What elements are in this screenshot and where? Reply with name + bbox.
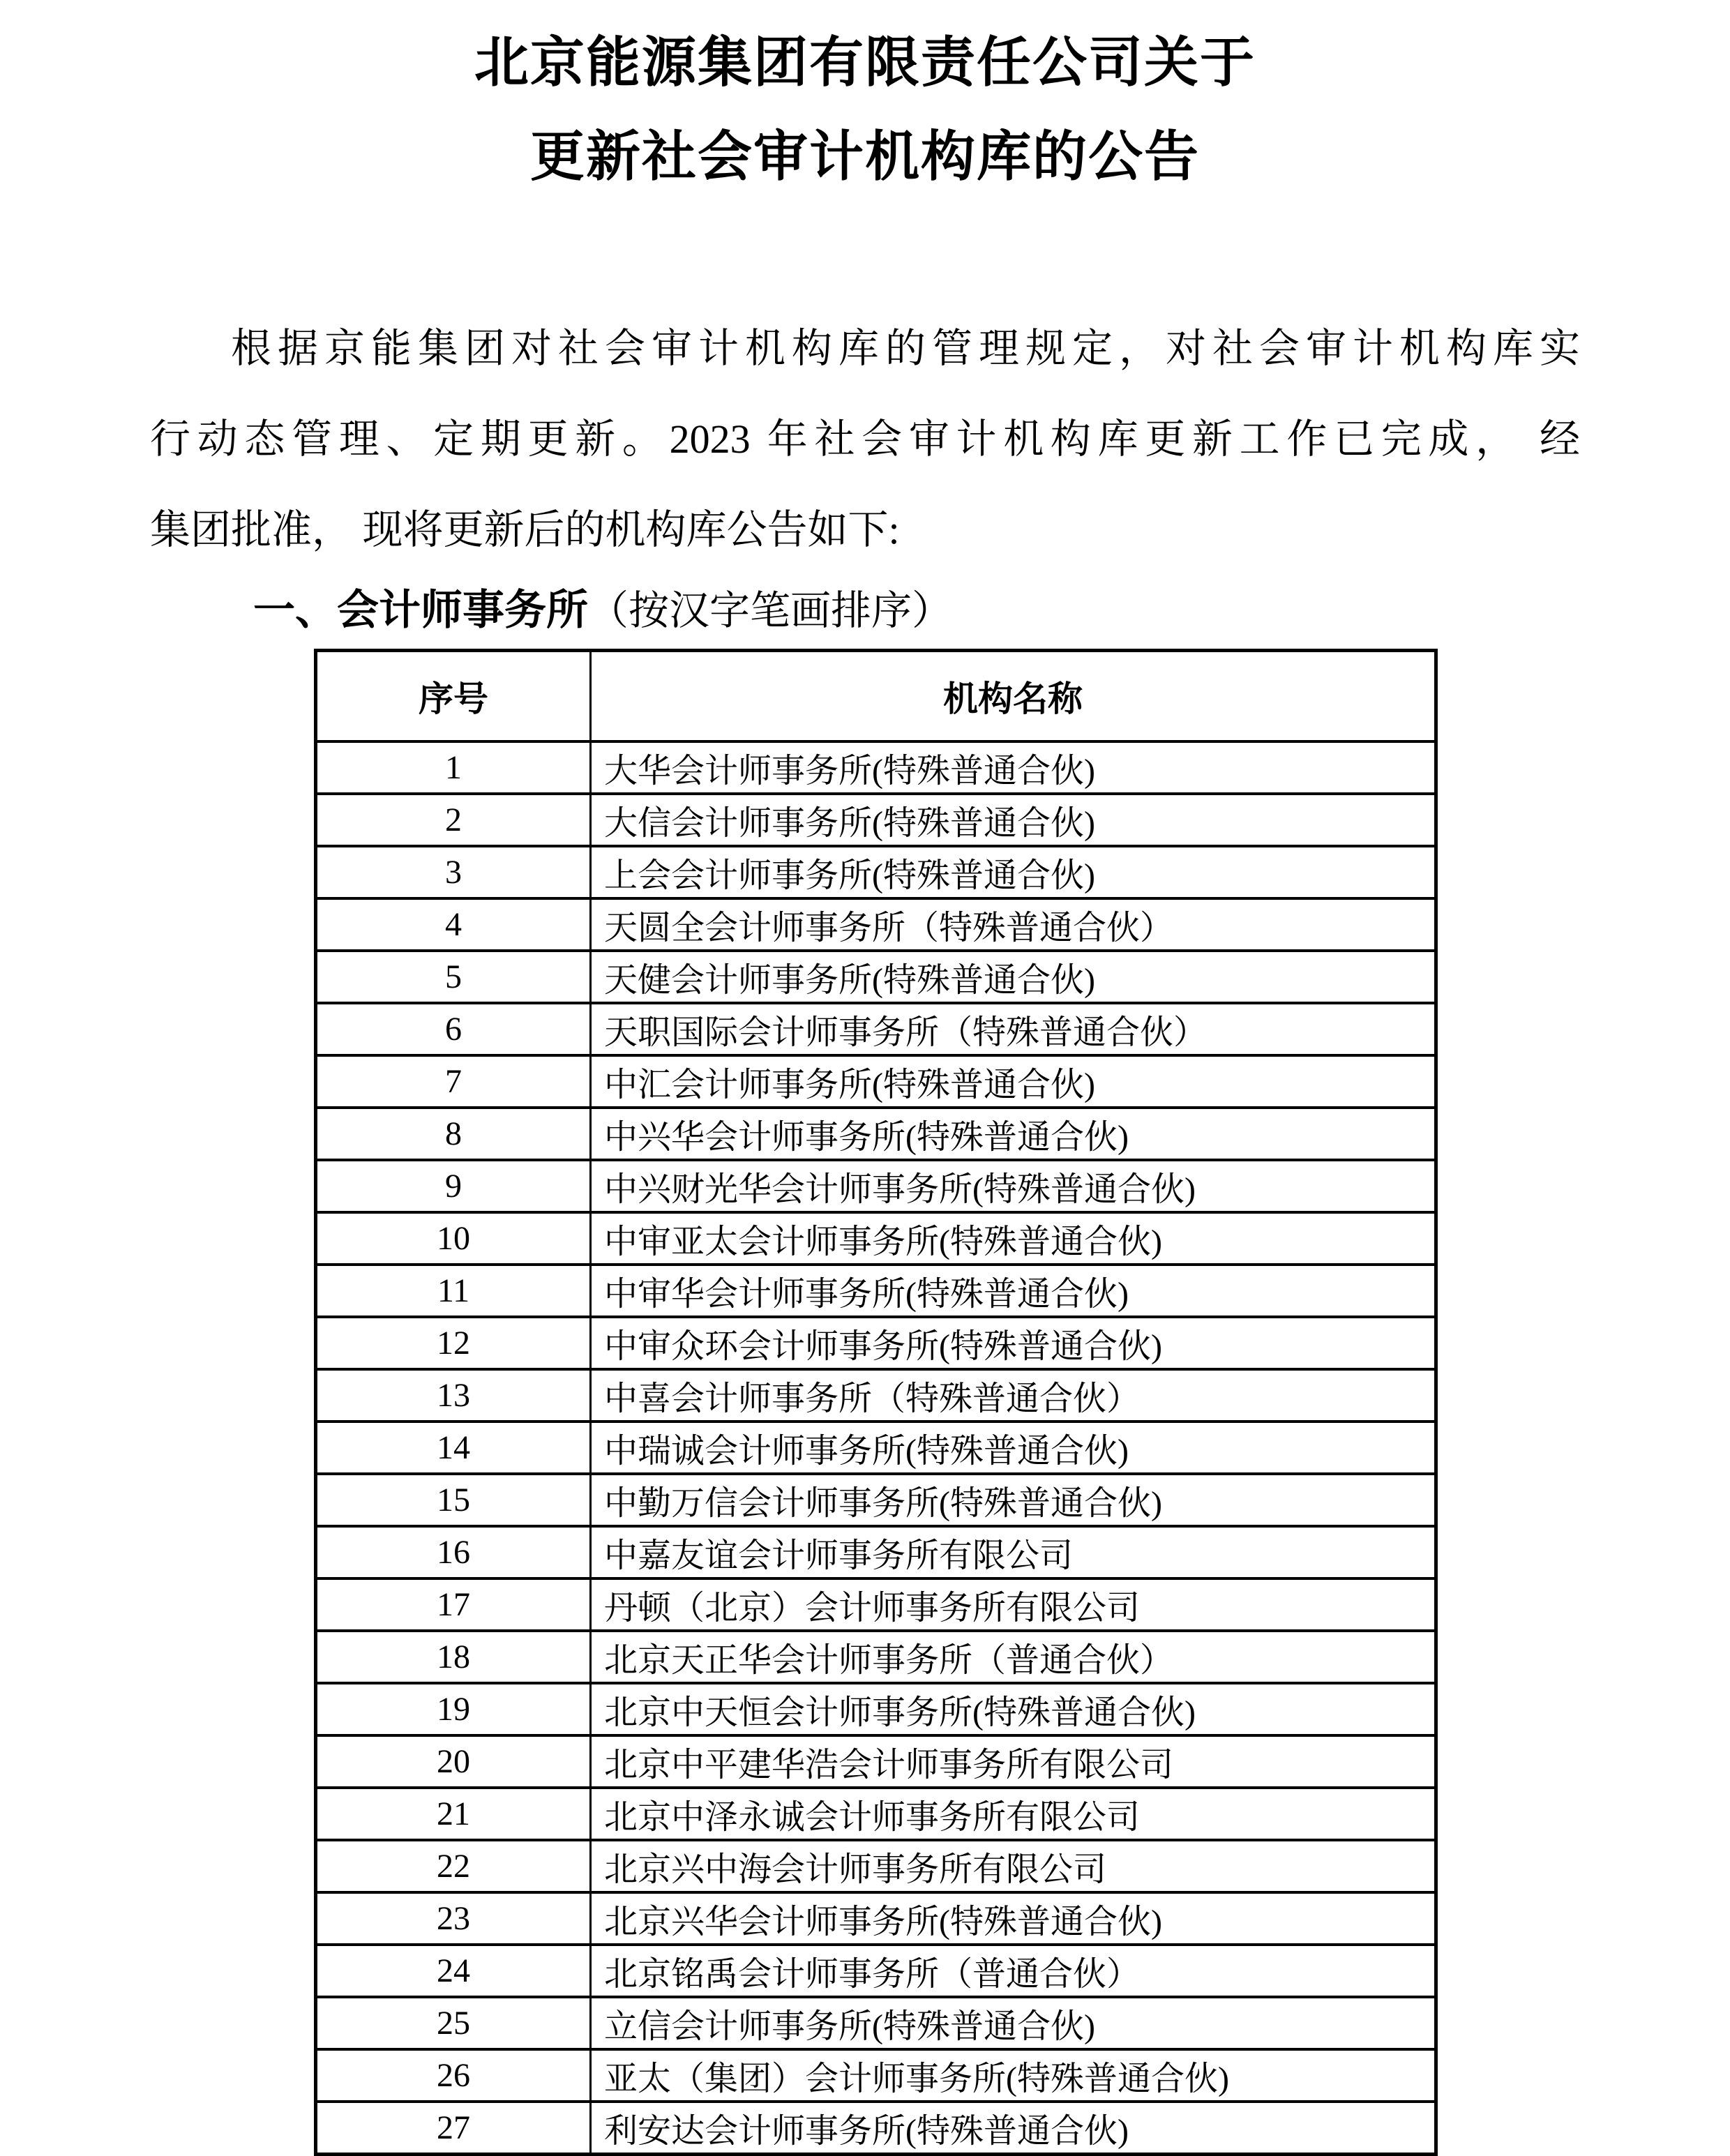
table-row bbox=[316, 1212, 1436, 1265]
table-row bbox=[316, 1735, 1436, 1788]
column-header-name: 机构名称 bbox=[591, 651, 1436, 742]
row-name: 北京兴华会计师事务所(特殊普通合伙) bbox=[591, 1892, 1436, 1945]
section-heading bbox=[253, 582, 1730, 639]
row-no: 7 bbox=[316, 1055, 591, 1108]
row-no: 26 bbox=[316, 2049, 591, 2102]
row-no: 25 bbox=[316, 1997, 591, 2049]
row-name: 丹顿（北京）会计师事务所有限公司 bbox=[591, 1578, 1436, 1631]
table-row bbox=[316, 1422, 1436, 1474]
institution-table-head bbox=[316, 651, 1436, 742]
header-row bbox=[316, 651, 1436, 742]
row-no: 8 bbox=[316, 1108, 591, 1160]
row-name: 北京中泽永诚会计师事务所有限公司 bbox=[591, 1788, 1436, 1840]
table-row bbox=[316, 951, 1436, 1003]
table-row bbox=[316, 1474, 1436, 1526]
row-no: 14 bbox=[316, 1422, 591, 1474]
intro-paragraph-line-3: 集团批准， 现将更新后的机构库公告如下: bbox=[150, 507, 900, 552]
document-title-line-1: 北京能源集团有限责任公司关于 bbox=[474, 32, 1256, 93]
row-no: 20 bbox=[316, 1735, 591, 1788]
table-row bbox=[316, 1108, 1436, 1160]
table-row bbox=[316, 1003, 1436, 1055]
row-name: 中瑞诚会计师事务所(特殊普通合伙) bbox=[591, 1422, 1436, 1474]
row-name: 大华会计师事务所(特殊普通合伙) bbox=[591, 741, 1436, 794]
table-row bbox=[316, 1840, 1436, 1892]
intro-paragraph-line-1: 根据京能集团对社会审计机构库的管理规定，对社会审计机构库实 bbox=[231, 326, 1580, 371]
table-row bbox=[316, 1526, 1436, 1578]
row-no: 23 bbox=[316, 1892, 591, 1945]
table-row bbox=[316, 1055, 1436, 1108]
table-row bbox=[316, 2049, 1436, 2102]
section-heading-title: 一、会计师事务所 bbox=[253, 587, 588, 633]
table-row bbox=[316, 1369, 1436, 1422]
row-name: 中勤万信会计师事务所(特殊普通合伙) bbox=[591, 1474, 1436, 1526]
row-name: 中审众环会计师事务所(特殊普通合伙) bbox=[591, 1317, 1436, 1369]
row-name: 亚太（集团）会计师事务所(特殊普通合伙) bbox=[591, 2049, 1436, 2102]
row-name: 中审亚太会计师事务所(特殊普通合伙) bbox=[591, 1212, 1436, 1265]
row-name: 利安达会计师事务所(特殊普通合伙) bbox=[591, 2102, 1436, 2155]
table-row bbox=[316, 1788, 1436, 1840]
row-name: 上会会计师事务所(特殊普通合伙) bbox=[591, 846, 1436, 898]
row-no: 5 bbox=[316, 951, 591, 1003]
table-row bbox=[316, 1683, 1436, 1735]
row-name: 北京天正华会计师事务所（普通合伙） bbox=[591, 1631, 1436, 1683]
row-no: 22 bbox=[316, 1840, 591, 1892]
row-name: 天圆全会计师事务所（特殊普通合伙） bbox=[591, 898, 1436, 951]
table-row bbox=[316, 1892, 1436, 1945]
row-no: 17 bbox=[316, 1578, 591, 1631]
row-name: 北京兴中海会计师事务所有限公司 bbox=[591, 1840, 1436, 1892]
section-heading-note: （按汉字笔画排序） bbox=[588, 588, 953, 633]
row-no: 10 bbox=[316, 1212, 591, 1265]
row-name: 中喜会计师事务所（特殊普通合伙） bbox=[591, 1369, 1436, 1422]
row-no: 15 bbox=[316, 1474, 591, 1526]
document-title-line-2: 更新社会审计机构库的公告 bbox=[529, 126, 1200, 187]
row-no: 2 bbox=[316, 794, 591, 846]
row-no: 13 bbox=[316, 1369, 591, 1422]
document-title bbox=[0, 0, 1730, 204]
table-row bbox=[316, 846, 1436, 898]
row-no: 18 bbox=[316, 1631, 591, 1683]
intro-paragraph bbox=[150, 303, 1580, 575]
row-name: 北京中天恒会计师事务所(特殊普通合伙) bbox=[591, 1683, 1436, 1735]
row-no: 16 bbox=[316, 1526, 591, 1578]
row-name: 中嘉友谊会计师事务所有限公司 bbox=[591, 1526, 1436, 1578]
row-name: 中兴华会计师事务所(特殊普通合伙) bbox=[591, 1108, 1436, 1160]
row-name: 北京中平建华浩会计师事务所有限公司 bbox=[591, 1735, 1436, 1788]
table-row bbox=[316, 741, 1436, 794]
row-name: 中审华会计师事务所(特殊普通合伙) bbox=[591, 1265, 1436, 1317]
row-name: 大信会计师事务所(特殊普通合伙) bbox=[591, 794, 1436, 846]
table-row bbox=[316, 1160, 1436, 1212]
row-name: 天职国际会计师事务所（特殊普通合伙） bbox=[591, 1003, 1436, 1055]
table-row bbox=[316, 1265, 1436, 1317]
row-no: 4 bbox=[316, 898, 591, 951]
row-no: 11 bbox=[316, 1265, 591, 1317]
table-row bbox=[316, 1631, 1436, 1683]
row-no: 21 bbox=[316, 1788, 591, 1840]
table-row bbox=[316, 898, 1436, 951]
table-row bbox=[316, 1945, 1436, 1997]
institution-table bbox=[314, 649, 1438, 2156]
row-name: 中汇会计师事务所(特殊普通合伙) bbox=[591, 1055, 1436, 1108]
institution-table-body bbox=[316, 741, 1436, 2155]
row-no: 12 bbox=[316, 1317, 591, 1369]
row-no: 6 bbox=[316, 1003, 591, 1055]
table-row bbox=[316, 794, 1436, 846]
row-name: 天健会计师事务所(特殊普通合伙) bbox=[591, 951, 1436, 1003]
row-no: 9 bbox=[316, 1160, 591, 1212]
row-no: 19 bbox=[316, 1683, 591, 1735]
row-no: 24 bbox=[316, 1945, 591, 1997]
row-no: 27 bbox=[316, 2102, 591, 2155]
row-name: 中兴财光华会计师事务所(特殊普通合伙) bbox=[591, 1160, 1436, 1212]
table-row bbox=[316, 1997, 1436, 2049]
column-header-no: 序号 bbox=[316, 651, 591, 742]
table-row bbox=[316, 1578, 1436, 1631]
table-row bbox=[316, 1317, 1436, 1369]
row-name: 立信会计师事务所(特殊普通合伙) bbox=[591, 1997, 1436, 2049]
table-row bbox=[316, 2102, 1436, 2155]
row-no: 3 bbox=[316, 846, 591, 898]
intro-paragraph-line-2: 行动态管理、定期更新。2023 年社会审计机构库更新工作已完成， 经 bbox=[150, 416, 1580, 462]
row-no: 1 bbox=[316, 741, 591, 794]
row-name: 北京铭禹会计师事务所（普通合伙） bbox=[591, 1945, 1436, 1997]
